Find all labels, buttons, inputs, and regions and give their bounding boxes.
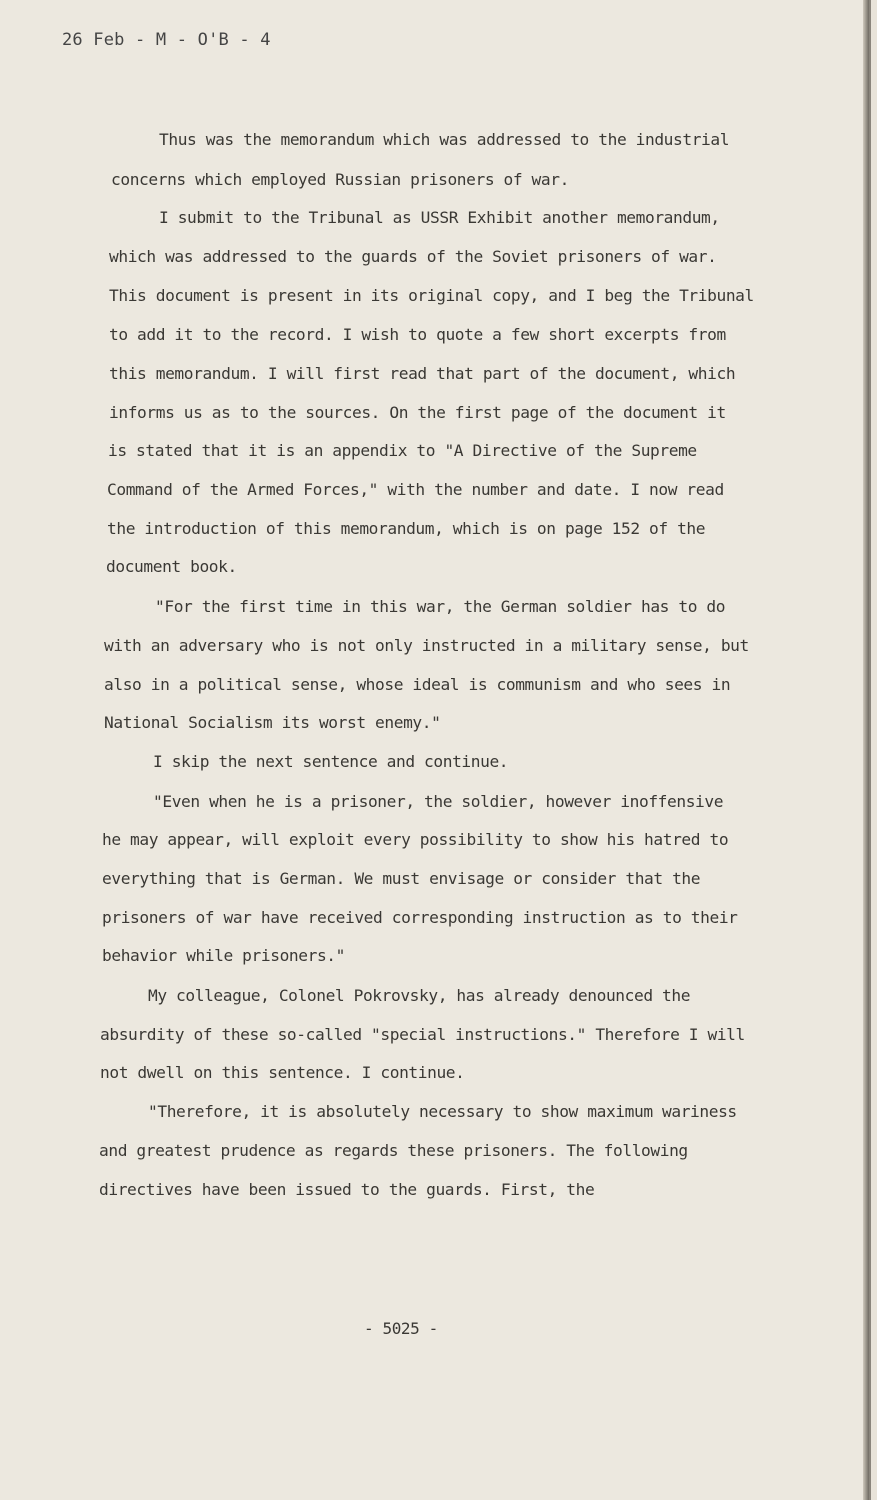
text-line: to add it to the record. I wish to quote a few short excerpts from [109,325,726,344]
text-line: document book. [106,557,237,576]
text-line: I skip the next sentence and continue. [153,752,509,771]
quote-line: he may appear, will exploit every possibility to show his hatred to [102,830,729,849]
text-line: My colleague, Colonel Pokrovsky, has already denounced the [148,986,691,1005]
text-line: This document is present in its original copy, and I beg the Tribunal [109,286,754,305]
quote-line: National Socialism its worst enemy." [104,713,441,732]
quote-line: also in a political sense, whose ideal is communism and who sees in [104,675,731,694]
text-line: concerns which employed Russian prisoners of war. [111,170,569,189]
quote-line: and greatest prudence as regards these prisoners. The following [99,1141,688,1160]
page-number: - 5025 - [364,1319,438,1338]
text-line: Command of the Armed Forces," with the number and date. I now read [107,480,724,499]
text-line: informs us as to the sources. On the first page of the document it [109,403,726,422]
text-line: which was addressed to the guards of the Soviet prisoners of war. [109,247,717,266]
quote-line: everything that is German. We must envisage or consider that the [102,869,701,888]
page-edge-shadow [863,0,869,1500]
quote-line: prisoners of war have received corresponding instruction as to their [102,908,738,927]
quote-line: directives have been issued to the guards. First, the [99,1180,595,1199]
text-line: Thus was the memorandum which was addressed to the industrial [159,130,730,149]
text-line: this memorandum. I will first read that part of the document, which [109,364,736,383]
text-line: the introduction of this memorandum, which is on page 152 of the [107,519,706,538]
quote-line: "For the first time in this war, the German soldier has to do [155,597,726,616]
text-line: not dwell on this sentence. I continue. [100,1063,465,1082]
text-line: I submit to the Tribunal as USSR Exhibit another memorandum, [159,208,720,227]
quote-line: behavior while prisoners." [102,946,345,965]
text-line: is stated that it is an appendix to "A Directive of the Supreme [108,441,697,460]
text-line: absurdity of these so-called "special instructions." Therefore I will [100,1025,745,1044]
quote-line: "Therefore, it is absolutely necessary to show maximum wariness [148,1102,737,1121]
page-header: 26 Feb - M - O'B - 4 [62,30,271,50]
quote-line: "Even when he is a prisoner, the soldier, however inoffensive [153,792,724,811]
quote-line: with an adversary who is not only instructed in a military sense, but [104,636,749,655]
